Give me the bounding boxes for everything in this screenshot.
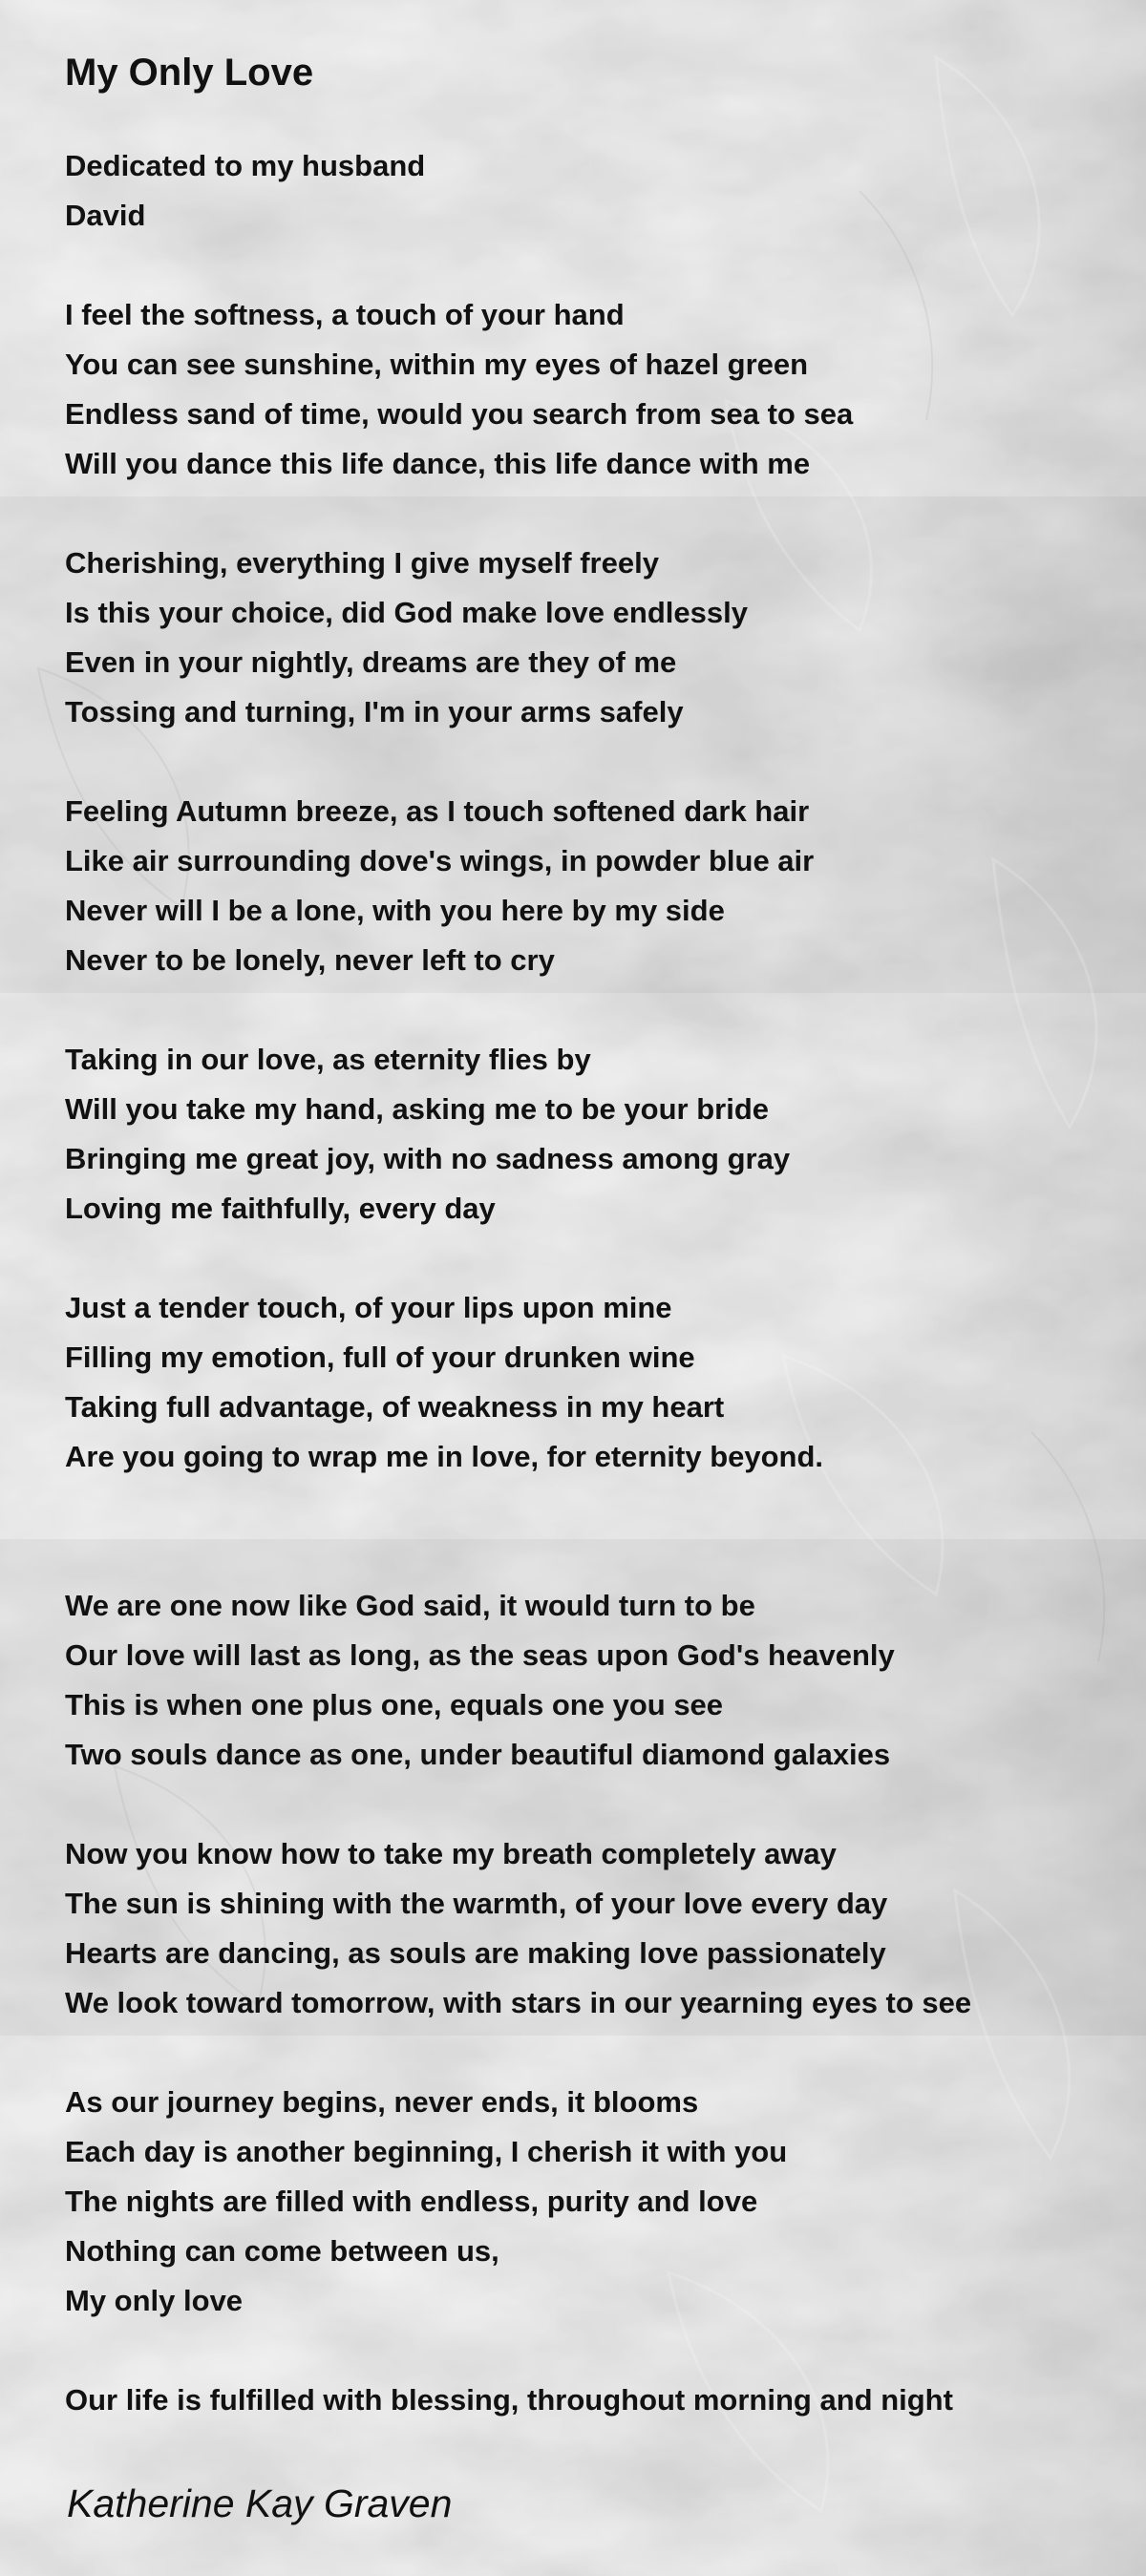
poem-line: Tossing and turning, I'm in your arms safely [65,695,684,728]
stanza-break [65,489,971,538]
poem-line: Are you going to wrap me in love, for eternity beyond. [65,1440,824,1473]
poem-line: The nights are filled with endless, purity and love [65,2185,758,2218]
poem-line: Endless sand of time, would you search from sea to sea [65,397,854,431]
poem-line: Our love will last as long, as the seas upon God's heavenly [65,1638,895,1672]
poem-line: This is when one plus one, equals one you see [65,1688,724,1721]
poem-body [65,141,971,2425]
stanza-break [65,1482,971,1531]
poem-line: Dedicated to my husband [65,149,426,182]
poem-line: Nothing can come between us, [65,2234,499,2268]
stanza-break [65,2028,971,2078]
poem-line: David [65,199,146,232]
poem-line: Two souls dance as one, under beautiful diamond galaxies [65,1738,891,1771]
poem-line: Will you take my hand, asking me to be your bride [65,1092,769,1126]
stanza-break [65,985,971,1035]
stanza-break [65,1234,971,1283]
poem-line: Our life is fulfilled with blessing, throughout morning and night [65,2383,953,2417]
poem-line: I feel the softness, a touch of your hand [65,298,625,331]
poem-line: My only love [65,2284,244,2317]
poem-line: Now you know how to take my breath completely away [65,1837,837,1870]
poem-line: The sun is shining with the warmth, of your love every day [65,1887,888,1920]
poem-line: We are one now like God said, it would turn to be [65,1589,755,1622]
poem-line: Feeling Autumn breeze, as I touch softened dark hair [65,794,810,828]
poem-line: Loving me faithfully, every day [65,1192,496,1225]
poem-line: Bringing me great joy, with no sadness among gray [65,1142,791,1175]
poem-line: Like air surrounding dove's wings, in powder blue air [65,844,815,877]
poem-line: Cherishing, everything I give myself freely [65,546,659,580]
stanza-break [65,1531,971,1581]
stanza-break [65,241,971,290]
poem-line: Filling my emotion, full of your drunken wine [65,1341,695,1374]
poem-line: Taking full advantage, of weakness in my heart [65,1390,725,1424]
poem-line: Taking in our love, as eternity flies by [65,1043,591,1076]
stanza-break [65,737,971,787]
stanza-break [65,2326,971,2375]
stanza-break [65,1780,971,1829]
poem-line: Even in your nightly, dreams are they of me [65,645,677,679]
poem-title: My Only Love [65,52,314,94]
poem-line: Hearts are dancing, as souls are making love passionately [65,1936,886,1970]
poem-line: Never will I be a lone, with you here by my side [65,894,725,927]
poem-line: Will you dance this life dance, this life dance with me [65,447,811,480]
poem-line: We look toward tomorrow, with stars in our yearning eyes to see [65,1986,972,2019]
poem-line: You can see sunshine, within my eyes of hazel green [65,348,809,381]
poem-line: Never to be lonely, never left to cry [65,943,555,977]
poem-line: Is this your choice, did God make love endlessly [65,596,748,629]
poem-line: As our journey begins, never ends, it blooms [65,2085,699,2119]
poem-line: Each day is another beginning, I cherish it with you [65,2135,788,2168]
poem-line: Just a tender touch, of your lips upon mine [65,1291,672,1324]
poem-author: Katherine Kay Graven [67,2481,453,2525]
